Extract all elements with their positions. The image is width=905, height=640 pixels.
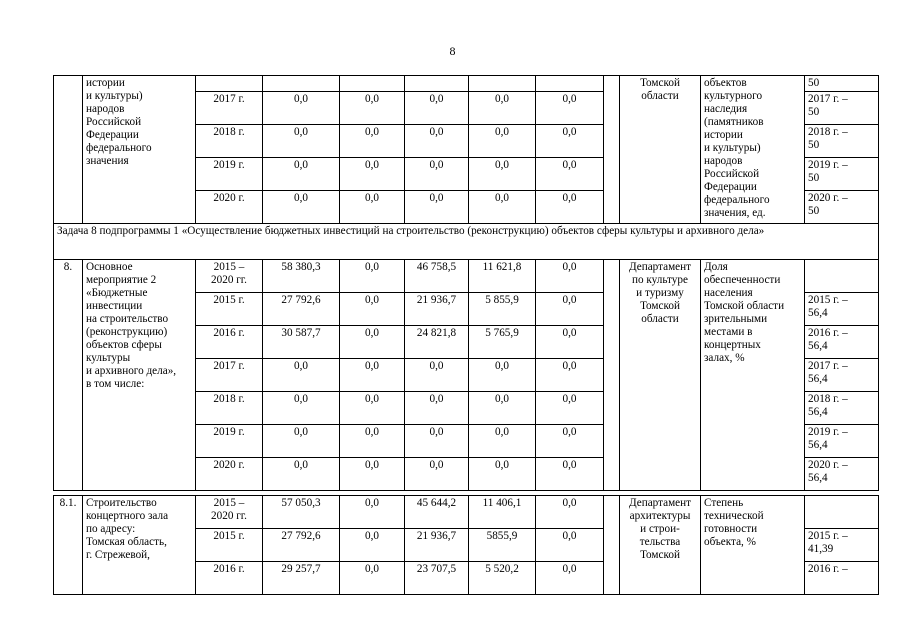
value-cell: 0,0: [536, 92, 604, 125]
value-cell: 0,0: [469, 191, 536, 224]
value-cell: 46 758,5: [405, 260, 469, 293]
value-cell: 5 855,9: [469, 293, 536, 326]
target-cell: 2019 г. – 50: [805, 158, 879, 191]
value-cell: 5 765,9: [469, 326, 536, 359]
value-cell: 21 936,7: [405, 529, 469, 562]
value-cell: 0,0: [340, 529, 405, 562]
value-cell: 0,0: [340, 359, 405, 392]
value-cell: 0,0: [405, 392, 469, 425]
value-cell: 11 621,8: [469, 260, 536, 293]
value-cell: 45 644,2: [405, 496, 469, 529]
value-cell: 0,0: [263, 92, 340, 125]
indicator-cell: Доля обеспеченности населения Томской области зрительными местами в концертных залах, %: [701, 260, 805, 491]
row-number-cell: 8.: [54, 260, 83, 491]
value-cell: 0,0: [263, 458, 340, 491]
value-cell: 0,0: [340, 191, 405, 224]
value-cell: 30 587,7: [263, 326, 340, 359]
gap-cell: [604, 76, 620, 224]
value-cell: 0,0: [536, 392, 604, 425]
budget-table: [53, 75, 879, 595]
target-cell: [805, 496, 879, 529]
task-title: Задача 8 подпрограммы 1 «Осуществление бюджетных инвестиций на строительство (реконструкцию) объектов сферы культуры и архивного дела»: [54, 224, 879, 260]
target-cell: [805, 260, 879, 293]
empty-cell: [469, 76, 536, 92]
value-cell: 0,0: [340, 562, 405, 595]
value-cell: 0,0: [536, 260, 604, 293]
value-cell: 0,0: [263, 392, 340, 425]
value-cell: 0,0: [340, 158, 405, 191]
target-cell: 2017 г. – 56,4: [805, 359, 879, 392]
target-cell: 2020 г. – 56,4: [805, 458, 879, 491]
value-cell: 11 406,1: [469, 496, 536, 529]
value-cell: 0,0: [536, 562, 604, 595]
value-cell: 0,0: [340, 425, 405, 458]
year-cell: 2018 г.: [196, 125, 263, 158]
year-cell: 2019 г.: [196, 158, 263, 191]
measure-name-cell: Строительство концертного зала по адресу: Томская область, г. Стрежевой,: [83, 496, 196, 595]
value-cell: 0,0: [340, 293, 405, 326]
row-number-cell: [54, 76, 83, 224]
value-cell: 0,0: [469, 158, 536, 191]
value-cell: 0,0: [340, 125, 405, 158]
value-cell: 0,0: [340, 392, 405, 425]
value-cell: 0,0: [405, 458, 469, 491]
value-cell: 0,0: [405, 125, 469, 158]
empty-cell: [405, 76, 469, 92]
row-number-cell: 8.1.: [54, 496, 83, 595]
gap-cell: [604, 496, 620, 595]
year-cell: 2017 г.: [196, 92, 263, 125]
target-cell: 2018 г. – 50: [805, 125, 879, 158]
value-cell: 0,0: [263, 191, 340, 224]
value-cell: 0,0: [405, 425, 469, 458]
year-cell: 2015 г.: [196, 293, 263, 326]
value-cell: 57 050,3: [263, 496, 340, 529]
executor-cell: Томской области: [620, 76, 701, 224]
value-cell: 0,0: [263, 425, 340, 458]
target-cell: 50: [805, 76, 879, 92]
value-cell: 24 821,8: [405, 326, 469, 359]
value-cell: 0,0: [405, 92, 469, 125]
value-cell: 0,0: [405, 359, 469, 392]
value-cell: 0,0: [469, 359, 536, 392]
value-cell: 0,0: [263, 158, 340, 191]
value-cell: 0,0: [536, 359, 604, 392]
target-cell: 2019 г. – 56,4: [805, 425, 879, 458]
empty-cell: [536, 76, 604, 92]
table-row: [54, 76, 879, 92]
year-cell: 2016 г.: [196, 326, 263, 359]
table-row: [54, 496, 879, 529]
executor-cell: Департамент архитектуры и строи- тельства Томской: [620, 496, 701, 595]
value-cell: 0,0: [263, 359, 340, 392]
value-cell: 27 792,6: [263, 529, 340, 562]
year-cell: 2020 г.: [196, 191, 263, 224]
value-cell: 0,0: [536, 158, 604, 191]
value-cell: 0,0: [536, 529, 604, 562]
task-title-row: [54, 224, 879, 260]
measure-name-cell: Основное мероприятие 2 «Бюджетные инвестиции на строительство (реконструкцию) объектов сферы культуры и архивного дела», в том числе:: [83, 260, 196, 491]
value-cell: 0,0: [536, 326, 604, 359]
measure-name-cell: истории и культуры) народов Российской Федерации федерального значения: [83, 76, 196, 224]
target-cell: 2015 г. – 41,39: [805, 529, 879, 562]
value-cell: 0,0: [340, 458, 405, 491]
value-cell: 27 792,6: [263, 293, 340, 326]
target-cell: 2018 г. – 56,4: [805, 392, 879, 425]
value-cell: 0,0: [536, 425, 604, 458]
year-cell: 2020 г.: [196, 458, 263, 491]
value-cell: 0,0: [405, 158, 469, 191]
value-cell: 0,0: [469, 92, 536, 125]
empty-cell: [340, 76, 405, 92]
value-cell: 0,0: [536, 191, 604, 224]
value-cell: 5855,9: [469, 529, 536, 562]
value-cell: 0,0: [536, 293, 604, 326]
target-cell: 2020 г. – 50: [805, 191, 879, 224]
value-cell: 5 520,2: [469, 562, 536, 595]
value-cell: 0,0: [405, 191, 469, 224]
empty-cell: [263, 76, 340, 92]
value-cell: 0,0: [469, 458, 536, 491]
value-cell: 0,0: [536, 125, 604, 158]
target-cell: 2015 г. – 56,4: [805, 293, 879, 326]
value-cell: 21 936,7: [405, 293, 469, 326]
value-cell: 23 707,5: [405, 562, 469, 595]
value-cell: 0,0: [340, 260, 405, 293]
page-number: 8: [449, 44, 456, 58]
executor-cell: Департамент по культуре и туризму Томской области: [620, 260, 701, 491]
value-cell: 0,0: [536, 458, 604, 491]
value-cell: 0,0: [340, 92, 405, 125]
value-cell: 29 257,7: [263, 562, 340, 595]
value-cell: 0,0: [536, 496, 604, 529]
value-cell: 0,0: [469, 392, 536, 425]
year-cell: 2017 г.: [196, 359, 263, 392]
indicator-cell: Степень технической готовности объекта, %: [701, 496, 805, 595]
value-cell: 0,0: [340, 496, 405, 529]
gap-cell: [604, 260, 620, 491]
target-cell: 2016 г. – 56,4: [805, 326, 879, 359]
year-cell: 2019 г.: [196, 425, 263, 458]
year-cell: 2015 – 2020 гг.: [196, 260, 263, 293]
year-cell: 2016 г.: [196, 562, 263, 595]
year-cell: 2018 г.: [196, 392, 263, 425]
empty-cell: [196, 76, 263, 92]
table-row: [54, 260, 879, 293]
year-cell: 2015 – 2020 гг.: [196, 496, 263, 529]
target-cell: 2017 г. – 50: [805, 92, 879, 125]
value-cell: 0,0: [340, 326, 405, 359]
year-cell: 2015 г.: [196, 529, 263, 562]
target-cell: 2016 г. –: [805, 562, 879, 595]
value-cell: 0,0: [469, 125, 536, 158]
indicator-cell: объектов культурного наследия (памятников истории и культуры) народов Российской Федерации федерального значения, ед.: [701, 76, 805, 224]
value-cell: 0,0: [469, 425, 536, 458]
value-cell: 58 380,3: [263, 260, 340, 293]
value-cell: 0,0: [263, 125, 340, 158]
